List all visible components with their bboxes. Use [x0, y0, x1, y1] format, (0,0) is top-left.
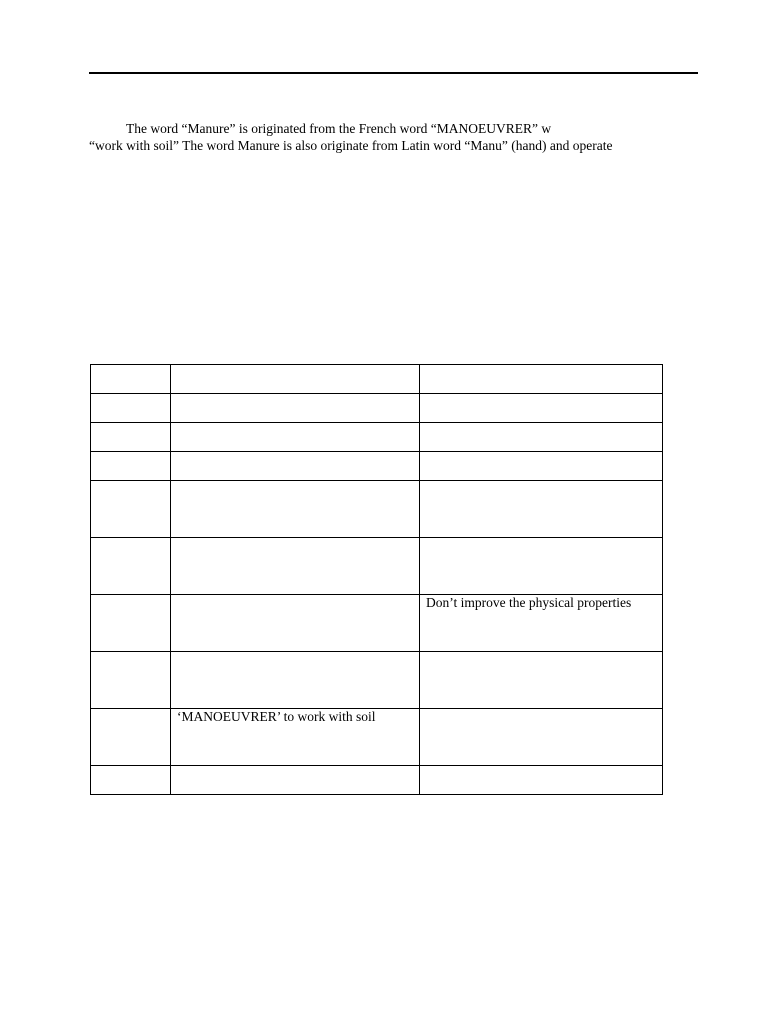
table-cell [171, 652, 420, 709]
table-row [91, 538, 663, 595]
table-cell [420, 709, 663, 766]
table-cell [420, 452, 663, 481]
table-cell [420, 394, 663, 423]
table-cell [420, 481, 663, 538]
table-cell [171, 595, 420, 652]
table-cell [420, 766, 663, 795]
table-cell [91, 766, 171, 795]
table-cell [91, 709, 171, 766]
table-cell [91, 595, 171, 652]
comparison-table [90, 364, 663, 795]
table-cell-physical-properties: Don’t improve the physical properties [420, 595, 663, 652]
table-cell [171, 423, 420, 452]
table-cell [420, 365, 663, 394]
table-cell-manoeuvrer: ‘MANOEUVRER’ to work with soil [171, 709, 420, 766]
table-cell [171, 394, 420, 423]
table-cell [420, 652, 663, 709]
paragraph-line-1: The word “Manure” is originated from the French word “MANOEUVRER” w [126, 121, 552, 136]
table-row [91, 595, 663, 652]
table-row [91, 709, 663, 766]
table-cell [171, 481, 420, 538]
table-cell [171, 538, 420, 595]
table-cell [91, 452, 171, 481]
table-cell [171, 452, 420, 481]
table-row [91, 766, 663, 795]
table-cell [91, 394, 171, 423]
table-cell [91, 423, 171, 452]
table-cell [171, 365, 420, 394]
table-row [91, 652, 663, 709]
table-cell [91, 365, 171, 394]
table-cell [420, 538, 663, 595]
table-row [91, 365, 663, 394]
table-row [91, 394, 663, 423]
paragraph-line-2: “work with soil” The word Manure is also originate from Latin word “Manu” (hand) and operate [89, 138, 613, 153]
header-rule [89, 72, 698, 74]
table-cell [420, 423, 663, 452]
table-row [91, 452, 663, 481]
table-cell [171, 766, 420, 795]
table-cell [91, 481, 171, 538]
table-row [91, 481, 663, 538]
table-cell [91, 652, 171, 709]
table-row [91, 423, 663, 452]
table-cell [91, 538, 171, 595]
